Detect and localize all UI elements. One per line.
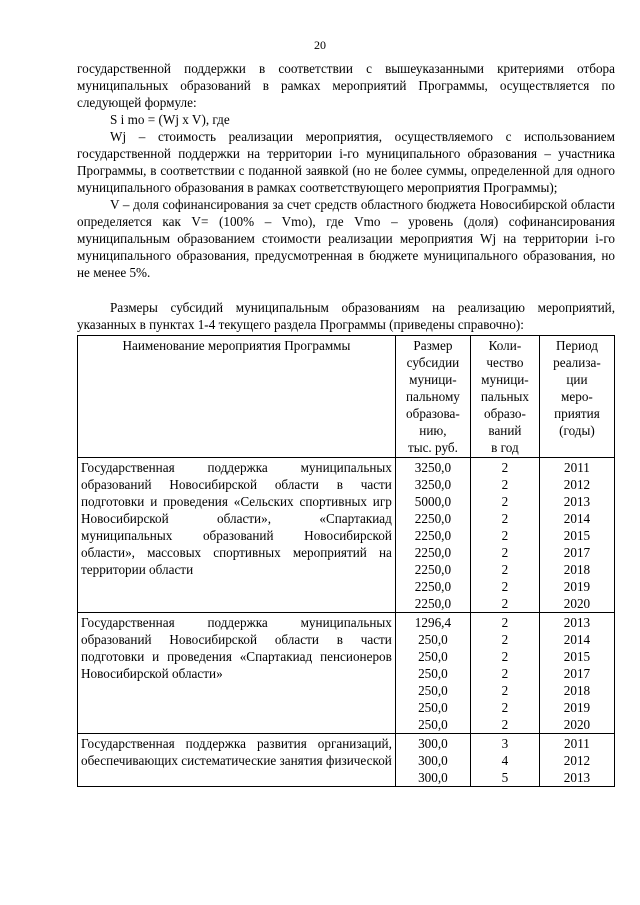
municipality-count: 2 xyxy=(501,562,509,577)
municipality-count: 2 xyxy=(501,545,509,560)
table-header-row xyxy=(78,336,615,458)
subsidy-amount: 2250,0 xyxy=(414,579,452,594)
subsidy-amount: 250,0 xyxy=(418,717,448,732)
year: 2014 xyxy=(563,511,591,526)
document-body xyxy=(77,60,615,787)
municipality-count: 5 xyxy=(501,770,509,785)
year: 2015 xyxy=(563,528,591,543)
year-cell xyxy=(539,458,614,613)
municipality-count: 2 xyxy=(501,717,509,732)
table-row xyxy=(78,458,615,613)
municipality-count: 2 xyxy=(501,615,509,630)
paragraph-formula-intro: государственной поддержки в соответствии с вышеуказанными критериями отбора муниципальных образований в рамках мероприятий Программы, осуществляется по следующей формуле: xyxy=(77,61,615,110)
subsidy-amount: 3250,0 xyxy=(414,460,452,475)
subsidy-amount: 1296,4 xyxy=(414,615,452,630)
year: 2012 xyxy=(563,753,591,768)
header-text: Размер субсидии муници- пальному образова- нию, тыс. руб. xyxy=(405,338,460,455)
year: 2019 xyxy=(563,579,591,594)
municipality-count: 2 xyxy=(501,494,509,509)
table-row xyxy=(78,613,615,734)
year: 2017 xyxy=(563,666,591,681)
year: 2020 xyxy=(563,596,591,611)
subsidy-amount: 300,0 xyxy=(418,736,448,751)
year: 2013 xyxy=(563,770,591,785)
subsidy-amount: 250,0 xyxy=(418,700,448,715)
subsidy-amount: 5000,0 xyxy=(414,494,452,509)
municipality-count: 2 xyxy=(501,683,509,698)
year: 2015 xyxy=(563,649,591,664)
municipality-count: 2 xyxy=(501,511,509,526)
year: 2011 xyxy=(564,460,590,475)
subsidy-amount: 2250,0 xyxy=(414,511,452,526)
header-subsidy-size xyxy=(395,336,470,458)
measure-name: Государственная поддержка развития организаций, обеспечивающих систематические занятия физической xyxy=(78,734,396,787)
subsidy-amount: 2250,0 xyxy=(414,528,452,543)
subsidy-amount: 250,0 xyxy=(418,666,448,681)
municipality-count: 2 xyxy=(501,460,509,475)
municipality-count: 2 xyxy=(501,700,509,715)
municipality-count: 2 xyxy=(501,528,509,543)
year-cell xyxy=(539,613,614,734)
table-row xyxy=(78,734,615,787)
municipality-count: 2 xyxy=(501,596,509,611)
header-municipality-count xyxy=(470,336,539,458)
header-period xyxy=(539,336,614,458)
year: 2017 xyxy=(563,545,591,560)
subsidy-amount: 300,0 xyxy=(418,753,448,768)
municipality-count-cell xyxy=(470,613,539,734)
year: 2012 xyxy=(563,477,591,492)
year: 2011 xyxy=(564,736,590,751)
year: 2014 xyxy=(563,632,591,647)
paragraph-v-definition: V – доля софинансирования за счет средств областного бюджета Новосибирской области определяется как V= (100% – Vmo), где Vmo – уровень (доля) софинансирования муниципальным образованием стоимости реализации мероприятия Wj на территории i-го муниципального образования, предусмотренная в бюджете муниципального образования, но не менее 5%. xyxy=(77,197,615,280)
municipality-count: 3 xyxy=(501,736,509,751)
subsidy-amount-cell xyxy=(395,734,470,787)
municipality-count: 2 xyxy=(501,666,509,681)
subsidy-amount: 2250,0 xyxy=(414,545,452,560)
year: 2020 xyxy=(563,717,591,732)
subsidy-amount-cell xyxy=(395,458,470,613)
subsidy-amount: 2250,0 xyxy=(414,596,452,611)
municipality-count: 2 xyxy=(501,579,509,594)
municipality-count: 2 xyxy=(501,477,509,492)
subsidy-amount: 250,0 xyxy=(418,632,448,647)
year: 2019 xyxy=(563,700,591,715)
subsidy-amount: 2250,0 xyxy=(414,562,452,577)
municipality-count-cell xyxy=(470,734,539,787)
year: 2013 xyxy=(563,615,591,630)
year: 2018 xyxy=(563,683,591,698)
municipality-count: 4 xyxy=(501,753,509,768)
subsidy-amount: 3250,0 xyxy=(414,477,452,492)
header-text: Коли- чество муници- пальных образо- ваний в год xyxy=(480,338,529,455)
subsidy-amount-cell xyxy=(395,613,470,734)
page-number: 20 xyxy=(314,38,326,52)
paragraph-wj-definition: Wj – стоимость реализации мероприятия, осуществляемого с использованием государственной поддержки на территории i-го муниципального образования – участника Программы, в соответствии с поданной заявкой (но не более суммы, определенной для одного муниципального образования в рамках соответствующего мероприятия Программы); xyxy=(77,129,615,195)
year-cell xyxy=(539,734,614,787)
municipality-count: 2 xyxy=(501,632,509,647)
measure-name: Государственная поддержка муниципальных образований Новосибирской области в части подготовки и проведения «Сельских спортивных игр Новосибирской области», «Спартакиад муниципальных образований Новосибирской области», массовых спортивных мероприятий на территории области xyxy=(78,458,396,613)
subsidy-amount: 250,0 xyxy=(418,649,448,664)
municipality-count: 2 xyxy=(501,649,509,664)
subsidy-amount: 250,0 xyxy=(418,683,448,698)
subsidy-amount: 300,0 xyxy=(418,770,448,785)
header-text: Период реализа- ции меро- приятия (годы) xyxy=(553,338,601,438)
year: 2018 xyxy=(563,562,591,577)
municipality-count-cell xyxy=(470,458,539,613)
measure-name: Государственная поддержка муниципальных образований Новосибирской области в части подготовки и проведения «Спартакиад пенсионеров Новосибирской области» xyxy=(78,613,396,734)
year: 2013 xyxy=(563,494,591,509)
formula: S i mo = (Wj x V), где xyxy=(110,112,230,127)
subsidy-table xyxy=(77,335,615,787)
header-measure-name: Наименование мероприятия Программы xyxy=(78,336,396,458)
paragraph-subsidy-sizes: Размеры субсидий муниципальным образованиям на реализацию мероприятий, указанных в пунктах 1-4 текущего раздела Программы (приведены справочно): xyxy=(77,300,615,332)
